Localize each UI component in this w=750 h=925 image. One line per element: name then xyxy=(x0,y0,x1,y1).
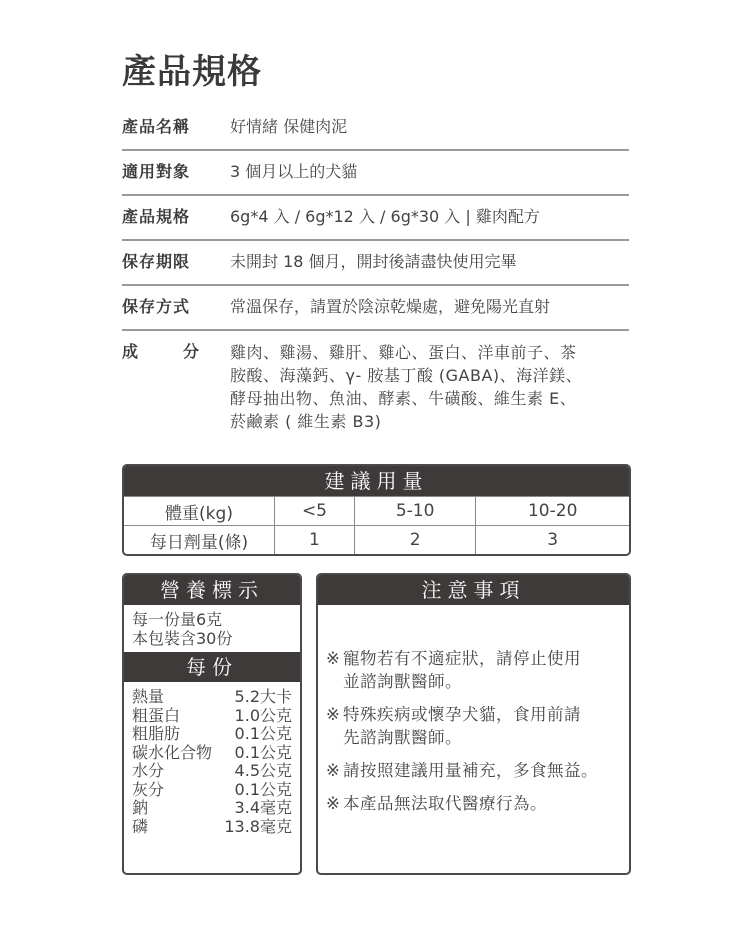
nutrition-serving-info xyxy=(124,605,300,652)
spec-label: 保存期限 xyxy=(122,252,191,271)
dosage-row-daily xyxy=(124,526,629,555)
ingredients-line: 雞肉、雞湯、雞肝、雞心、蛋白、洋車前子、茶 xyxy=(230,343,577,362)
nutrition-title: 營養標示 xyxy=(124,575,300,605)
dosage-table xyxy=(122,464,631,556)
serving-size: 每一份量6克 xyxy=(132,610,223,629)
notice-item xyxy=(326,703,621,749)
nutrient-name: 鈉 xyxy=(132,798,149,817)
spec-label: 產品規格 xyxy=(122,207,191,226)
nutrition-item xyxy=(132,744,292,763)
spec-value: 3 個月以上的犬貓 xyxy=(230,162,358,181)
notice-panel xyxy=(316,573,631,875)
notice-line: 特殊疾病或懷孕犬貓，食用前請 xyxy=(343,705,581,724)
nutrition-panel xyxy=(122,573,302,875)
reference-mark-icon: ※ xyxy=(326,649,340,668)
nutrient-name: 粗蛋白 xyxy=(132,705,181,725)
ingredients-label-char: 成 xyxy=(122,342,140,361)
spec-row-target xyxy=(122,151,629,196)
nutrient-name: 灰分 xyxy=(132,779,165,799)
spec-row-shelf-life xyxy=(122,241,629,286)
spec-row-product-name xyxy=(122,106,629,151)
spec-row-ingredients xyxy=(122,331,629,444)
notice-line: 並諮詢獸醫師。 xyxy=(343,672,462,691)
ingredients-line: 胺酸、海藻鈣、γ- 胺基丁酸 (GABA)、海洋鎂、 xyxy=(230,366,583,385)
spec-row-specification xyxy=(122,196,629,241)
nutrition-item xyxy=(132,781,292,800)
spec-value: 6g*4 入 / 6g*12 入 / 6g*30 入 | 雞肉配方 xyxy=(230,207,540,226)
notice-item xyxy=(326,759,621,782)
spec-value: 好情緒 保健肉泥 xyxy=(230,117,348,136)
nutrient-value: 0.1公克 xyxy=(234,779,292,799)
nutrient-value: 13.8毫克 xyxy=(224,816,292,836)
notice-item xyxy=(326,647,621,693)
ingredients-line: 菸鹼素 ( 維生素 B3) xyxy=(230,412,382,431)
dosage-cell: 3 xyxy=(476,526,629,555)
dosage-row-weight xyxy=(124,497,629,526)
nutrition-item xyxy=(132,799,292,818)
notice-line: 寵物若有不適症狀，請停止使用 xyxy=(343,649,581,668)
dosage-cell: 1 xyxy=(275,526,355,555)
spec-list xyxy=(122,106,629,444)
notice-item xyxy=(326,792,621,815)
nutrient-value: 5.2大卡 xyxy=(234,687,292,706)
dosage-cell: 2 xyxy=(354,526,475,555)
nutrient-value: 4.5公克 xyxy=(234,761,292,780)
dosage-cell: 10-20 xyxy=(476,497,629,526)
nutrient-name: 碳水化合物 xyxy=(132,742,213,762)
dosage-row-label: 每日劑量(條) xyxy=(124,526,275,555)
spec-value: 常溫保存，請置於陰涼乾燥處，避免陽光直射 xyxy=(230,297,551,316)
notice-list xyxy=(318,605,629,815)
notice-line: 先諮詢獸醫師。 xyxy=(343,728,462,747)
nutrient-name: 磷 xyxy=(132,816,149,836)
ingredients-label-char: 分 xyxy=(182,342,200,361)
dosage-title: 建議用量 xyxy=(124,466,629,496)
nutrient-value: 0.1公克 xyxy=(234,742,292,762)
nutrient-name: 熱量 xyxy=(132,687,165,706)
nutrition-item xyxy=(132,688,292,707)
notice-line: 請按照建議用量補充，多食無益。 xyxy=(343,761,598,780)
nutrient-value: 1.0公克 xyxy=(234,705,292,725)
nutrient-value: 3.4毫克 xyxy=(234,798,292,817)
page-title: 產品規格 xyxy=(122,52,262,92)
dosage-cell: <5 xyxy=(275,497,355,526)
reference-mark-icon: ※ xyxy=(326,794,340,813)
nutrition-item xyxy=(132,818,292,837)
spec-label: 適用對象 xyxy=(122,162,191,181)
reference-mark-icon: ※ xyxy=(326,705,340,724)
nutrient-name: 水分 xyxy=(132,761,165,780)
servings-per-pack: 本包裝含30份 xyxy=(132,629,233,648)
ingredients-value xyxy=(230,341,629,433)
ingredients-label xyxy=(122,341,200,363)
nutrition-item xyxy=(132,707,292,726)
spec-value: 未開封 18 個月，開封後請盡快使用完畢 xyxy=(230,252,517,271)
reference-mark-icon: ※ xyxy=(326,761,340,780)
nutrient-name: 粗脂肪 xyxy=(132,724,181,743)
notice-line: 本產品無法取代醫療行為。 xyxy=(343,794,547,813)
nutrient-value: 0.1公克 xyxy=(234,724,292,743)
dosage-grid xyxy=(124,496,629,554)
dosage-cell: 5-10 xyxy=(354,497,475,526)
notice-title: 注意事項 xyxy=(318,575,629,605)
per-serving-title: 每份 xyxy=(124,652,300,682)
spec-label: 產品名稱 xyxy=(122,117,191,136)
ingredients-line: 酵母抽出物、魚油、酵素、牛磺酸、維生素 E、 xyxy=(230,389,577,408)
nutrition-list xyxy=(124,682,300,836)
nutrition-item xyxy=(132,725,292,744)
spec-row-storage xyxy=(122,286,629,331)
spec-label: 保存方式 xyxy=(122,297,191,316)
dosage-row-label: 體重(kg) xyxy=(124,497,275,526)
nutrition-item xyxy=(132,762,292,781)
